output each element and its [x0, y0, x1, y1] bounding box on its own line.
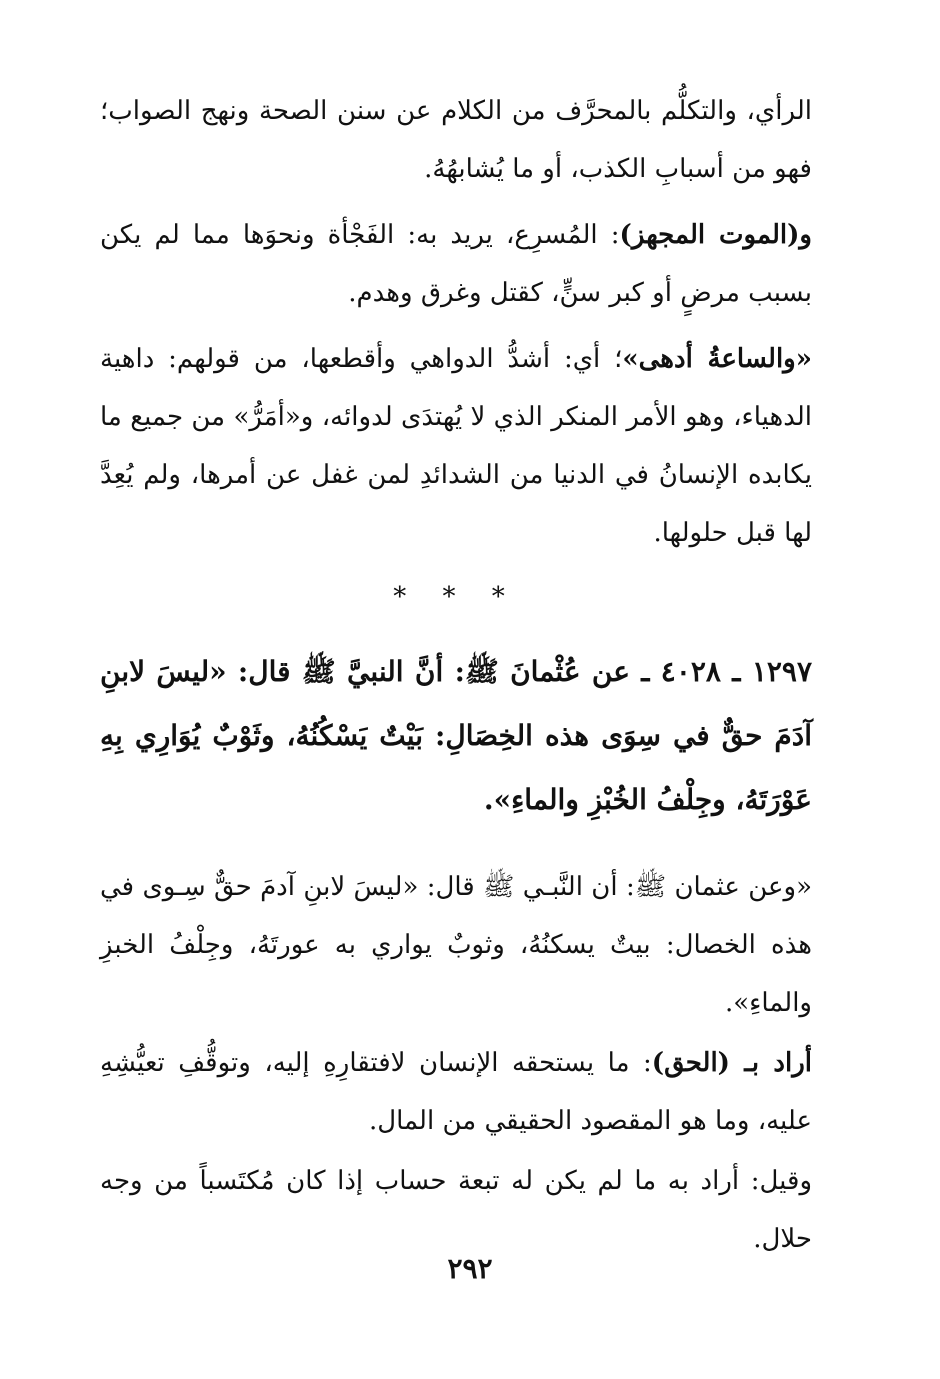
term-lead: و(الموت المجهز) [619, 220, 812, 250]
paragraph-commentary-1 [100, 858, 812, 1032]
paragraph-text: «وعن عثمان ﷺ: أن النَّبـي ﷺ قال: «ليسَ لابنِ آدمَ حقٌّ سِـوى في هذه الخصال: بيتٌ يسكنُهُ، وثوبٌ يواري به عورتَهُ، وجِلْفُ الخبزِ والماءِ». [100, 872, 812, 1018]
page-number: ٢٩٢ [447, 1252, 493, 1285]
paragraph-text: : ما يستحقه الإنسان لافتقارِهِ إليه، وتوقُّفِ تعيُّشِهِ عليه، وما هو المقصود الحقيقي من المال. [100, 1048, 812, 1136]
paragraph-commentary-3 [100, 1152, 812, 1268]
paragraph-mujhiz [100, 206, 812, 322]
paragraph-text: وقيل: أراد به ما لم يكن له تبعة حساب إذا كان مُكتَسباً من وجه حلال. [100, 1166, 812, 1254]
paragraph-commentary-2 [100, 1034, 812, 1150]
paragraph-ray [100, 82, 812, 198]
term-lead: «والساعةُ أدهى» [622, 344, 812, 374]
paragraph-saah [100, 330, 812, 562]
paragraph-text: الرأي، والتكلُّم بالمحرَّف من الكلام عن سنن الصحة ونهج الصواب؛ فهو من أسبابِ الكذب، أو ما يُشابهُهُ. [100, 96, 812, 184]
paragraph-text: : المُسرِع، يريد به: الفَجْأة ونحوَها مما لم يكن بسبب مرضٍ أو كبر سنٍّ، كقتل وغرق وهدم. [100, 220, 812, 308]
section-separator: * * * [393, 582, 519, 612]
term-lead: أراد بـ (الحق) [651, 1048, 812, 1078]
hadith-text: ١٢٩٧ ـ ٤٠٢٨ ـ عن عُثْمانَ ﷺ: أنَّ النبيَّ ﷺ قال: «ليسَ لابنِ آدَمَ حقٌّ في سِوَى هذه الخِصَالِ: بَيْتٌ يَسْكُنُهُ، وثَوْبٌ يُوَارِي بِهِ عَوْرَتَهُ، وجِلْفُ الخُبْزِ والماءِ». [100, 655, 812, 816]
paragraph-text: ؛ أي: أشدُّ الدواهي وأقطعها، من قولهم: داهية الدهياء، وهو الأمر المنكر الذي لا يُهتدَى لدوائه، و«أمَرُّ» من جميع ما يكابده الإنسانُ في الدنيا من الشدائدِ لمن غفل عن أمرها، ولم يُعِدَّ لها قبل حلولها. [100, 344, 812, 548]
page-body [100, 82, 812, 1268]
